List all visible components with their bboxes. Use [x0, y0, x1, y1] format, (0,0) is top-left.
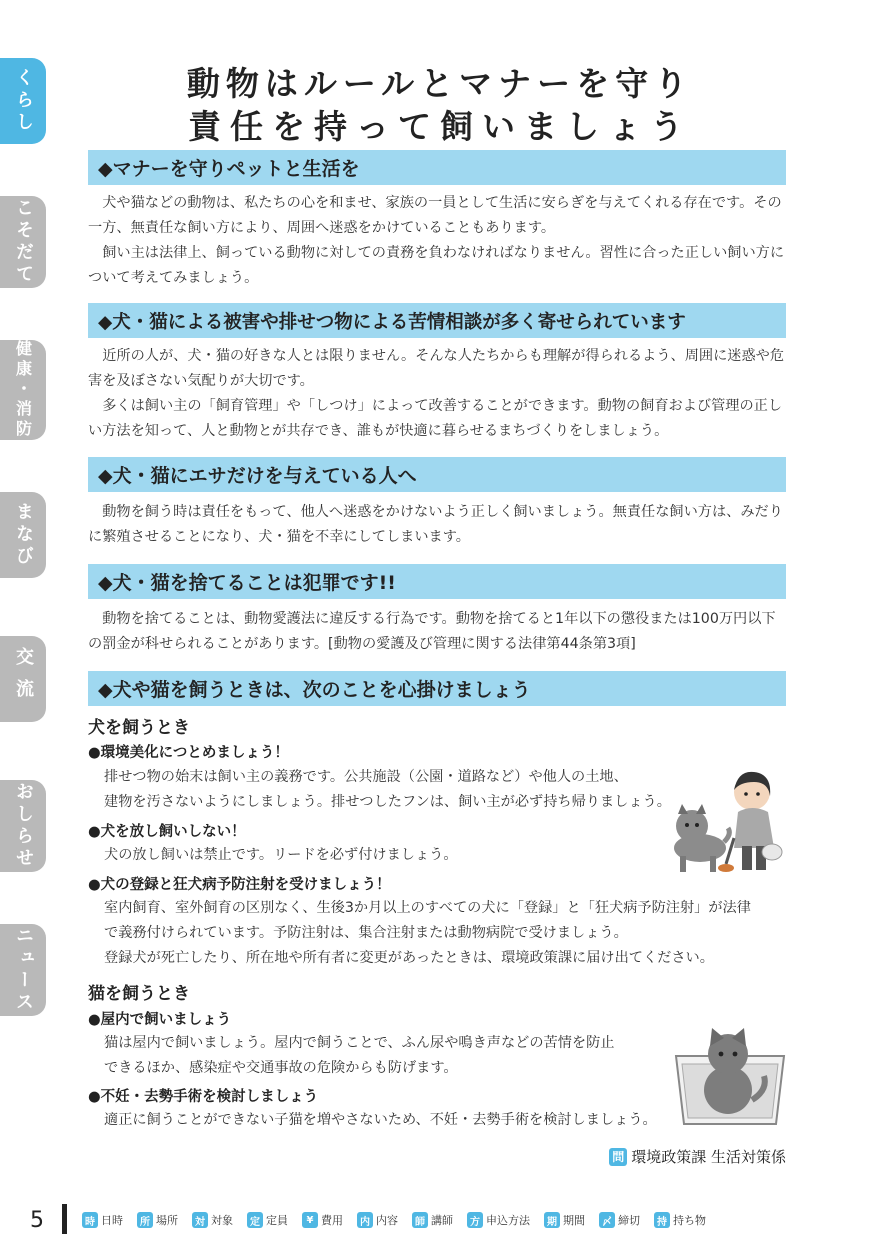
cost-icon: ¥ [302, 1212, 318, 1228]
legend-label: 費用 [321, 1214, 343, 1227]
legend-label: 内容 [376, 1214, 398, 1227]
section-heading-abandon: ◆犬・猫を捨てることは犯罪です!! [88, 564, 786, 599]
legend-item [599, 1212, 640, 1228]
tab-koryu[interactable]: 交流 [0, 636, 46, 722]
dog-item-body [104, 765, 671, 815]
legend-item [544, 1212, 585, 1228]
cat-item-title: ●屋内で飼いましょう [88, 1012, 232, 1028]
legend-label: 場所 [156, 1214, 178, 1227]
section-heading-feeding: ◆犬・猫にエサだけを与えている人へ [88, 457, 786, 492]
page-divider [62, 1204, 67, 1234]
section-body-abandon [88, 607, 788, 657]
place-icon: 所 [137, 1212, 153, 1228]
legend-label: 日時 [101, 1214, 123, 1227]
paragraph: 近所の人が、犬・猫の好きな人とは限りません。そんな人たちからも理解が得られるよう、周囲に迷惑や危害を及ぼさない気配りが大切です。 [88, 348, 785, 389]
page-title-line2: 責任を持って飼いましょう [188, 107, 692, 146]
contact-info [609, 1146, 786, 1167]
application-icon: 方 [467, 1212, 483, 1228]
legend-item [357, 1212, 398, 1228]
text-line: 登録犬が死亡したり、所在地や所有者に変更があったときは、環境政策課に届け出てください。 [104, 950, 714, 966]
content-icon: 内 [357, 1212, 373, 1228]
section-body-feeding [88, 500, 788, 550]
legend-item [247, 1212, 288, 1228]
legend-label: 対象 [211, 1214, 233, 1227]
legend-label: 講師 [431, 1214, 453, 1227]
inquiry-icon: 問 [609, 1148, 627, 1166]
legend-item [137, 1212, 178, 1228]
legend-item [654, 1212, 706, 1228]
text-line: 室内飼育、室外飼育の区別なく、生後3か月以上のすべての犬に「登録」と「狂犬病予防注射」が法律 [104, 900, 751, 916]
cat-item-body [104, 1108, 657, 1133]
belongings-icon: 持 [654, 1212, 670, 1228]
section-body-complaints [88, 344, 788, 444]
dog-item-title: ●犬の登録と狂犬病予防注射を受けましょう！ [88, 877, 391, 893]
dog-heading: 犬を飼うとき [88, 718, 190, 738]
cat-item-title: ●不妊・去勢手術を検討しましょう [88, 1089, 319, 1105]
paragraph: 動物を捨てることは、動物愛護法に違反する行為です。動物を捨てると1年以下の懲役または100万円以下の罰金が科せられることがあります。[動物の愛護及び管理に関する法律第44条第3項] [88, 611, 776, 652]
page-title-line1: 動物はルールとマナーを守り [186, 64, 694, 103]
tab-kenko-shobo[interactable]: 健康・消防 [0, 340, 46, 440]
paragraph: 飼い主は法律上、飼っている動物に対しての責務を負わなければなりません。習性に合った正しい飼い方について考えてみましょう。 [88, 245, 785, 286]
legend-item [192, 1212, 233, 1228]
tab-kurashi[interactable]: くらし [0, 58, 46, 144]
section-heading-tips: ◆犬や猫を飼うときは、次のことを心掛けましょう [88, 671, 786, 706]
legend-item [82, 1212, 123, 1228]
tab-news[interactable]: ニュース [0, 924, 46, 1016]
tab-oshirase[interactable]: おしらせ [0, 780, 46, 872]
legend-label: 申込方法 [486, 1214, 530, 1227]
text-line: で義務付けられています。予防注射は、集合注射または動物病院で受けましょう。 [104, 925, 628, 941]
paragraph: 犬や猫などの動物は、私たちの心を和ませ、家族の一員として生活に安らぎを与えてくれる存在です。その一方、無責任な飼い方により、周囲へ迷惑をかけていることもあります。 [88, 195, 782, 236]
capacity-icon: 定 [247, 1212, 263, 1228]
tab-kosodate[interactable]: こそだて [0, 196, 46, 288]
section-body-manners [88, 191, 788, 291]
dog-walking-illustration [668, 768, 788, 880]
text-line: 猫は屋内で飼いましょう。屋内で飼うことで、ふん尿や鳴き声などの苦情を防止 [104, 1035, 615, 1051]
legend-label: 締切 [618, 1214, 640, 1227]
cat-heading: 猫を飼うとき [88, 984, 190, 1004]
section-heading-complaints: ◆犬・猫による被害や排せつ物による苦情相談が多く寄せられています [88, 303, 786, 338]
deadline-icon: 〆 [599, 1212, 615, 1228]
lecturer-icon: 師 [412, 1212, 428, 1228]
page-number: 5 [30, 1208, 44, 1233]
text-line: 排せつ物の始末は飼い主の義務です。公共施設（公園・道路など）や他人の土地、 [104, 769, 628, 785]
paragraph: 多くは飼い主の「飼育管理」や「しつけ」によって改善することができます。動物の飼育および管理の正しい方法を知って、人と動物とが共存でき、誰もが快適に暮らせるまちづくりをしましょう。 [88, 398, 783, 439]
date-time-icon: 時 [82, 1212, 98, 1228]
legend-label: 期間 [563, 1214, 585, 1227]
tab-manabi[interactable]: まなび [0, 492, 46, 578]
contact-text: 環境政策課 生活対策係 [631, 1148, 786, 1166]
text-line: 建物を汚さないようにしましょう。排せつしたフンは、飼い主が必ず持ち帰りましょう。 [104, 794, 671, 810]
legend-label: 定員 [266, 1214, 288, 1227]
icon-legend [82, 1212, 706, 1228]
text-line: できるほか、感染症や交通事故の危険からも防げます。 [104, 1060, 458, 1076]
legend-item [412, 1212, 453, 1228]
dog-item-title: ●犬を放し飼いしない！ [88, 824, 246, 840]
dog-item-body [104, 843, 458, 868]
dog-item-body [104, 896, 788, 971]
text-line: 適正に飼うことができない子猫を増やさないため、不妊・去勢手術を検討しましょう。 [104, 1112, 657, 1128]
section-heading-manners: ◆マナーを守りペットと生活を [88, 150, 786, 185]
side-tab-bar [0, 0, 46, 1236]
legend-item [467, 1212, 530, 1228]
target-icon: 対 [192, 1212, 208, 1228]
paragraph: 動物を飼う時は責任をもって、他人へ迷惑をかけないよう正しく飼いましょう。無責任な飼い方は、みだりに繁殖させることになり、犬・猫を不幸にしてしまいます。 [88, 504, 783, 545]
legend-label: 持ち物 [673, 1214, 706, 1227]
period-icon: 期 [544, 1212, 560, 1228]
dog-item-title: ●環境美化につとめましょう！ [88, 745, 289, 761]
cat-litterbox-illustration [672, 1020, 788, 1130]
legend-item [302, 1212, 343, 1228]
cat-item-body [104, 1031, 614, 1081]
text-line: 犬の放し飼いは禁止です。リードを必ず付けましょう。 [104, 847, 458, 863]
